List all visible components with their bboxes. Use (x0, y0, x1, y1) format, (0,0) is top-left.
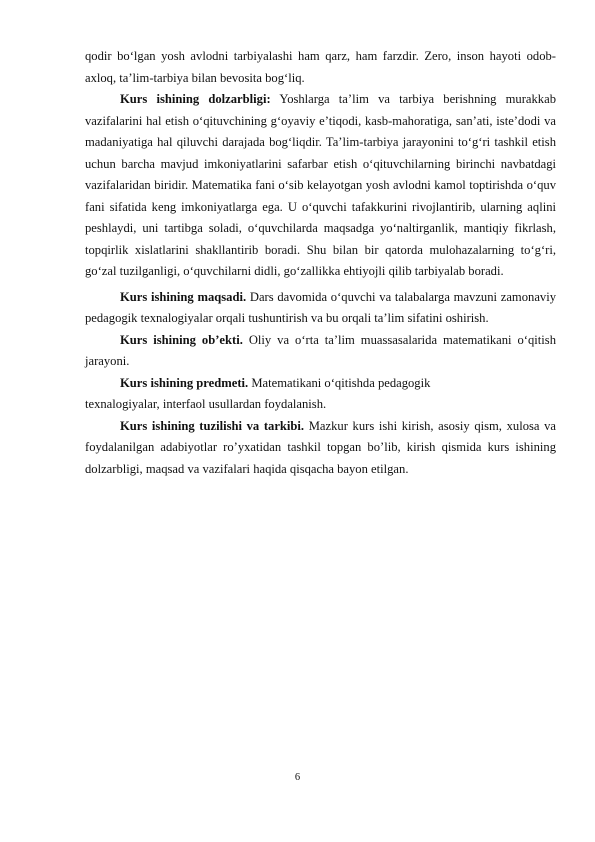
text-subject: Matematikani o‘qitishda pedagogik (248, 375, 431, 390)
text-structure: Mazkur kurs ishi kirish, asosiy qism, xulosa va foydalanilgan adabiyotlar ro’yxatidan tashkil topgan bo’lib, kirish qismida kurs ishining dolzarbligi, maqsad va vazifalari haqida qisqacha bayon etilgan. (85, 418, 557, 476)
paragraph-structure (85, 416, 556, 481)
paragraph-intro: qodir bo‘lgan yosh avlodni tarbiyalashi ham qarz, ham farzdir. Zero, inson hayoti odob-axloq, ta’lim-tarbiya bilan bevosita bog‘liq. (85, 49, 556, 85)
page-number: 6 (294, 772, 301, 783)
heading-object: Kurs ishining ob’ekti. (120, 332, 243, 347)
paragraph-relevance (85, 89, 556, 283)
paragraph-subject-continued: texnalogiyalar, interfaol usullardan foydalanish. (85, 397, 327, 411)
paragraph-goal (85, 287, 556, 330)
text-object: Oliy va o‘rta ta’lim muassasalarida matematikani o‘qitish jarayoni. (85, 332, 556, 368)
document-page (85, 46, 556, 480)
paragraph-object (85, 330, 556, 373)
heading-relevance: Kurs ishining dolzarbligi: (120, 92, 271, 106)
heading-structure: Kurs ishining tuzilishi va tarkibi. (120, 418, 305, 433)
heading-subject: Kurs ishining predmeti. (120, 375, 249, 390)
paragraph-subject (85, 373, 556, 395)
heading-goal: Kurs ishining maqsadi. (120, 289, 247, 304)
text-relevance: Yoshlarga ta’lim va tarbiya berishning murakkab vazifalarini hal etish o‘qituvchining g‘oyaviy e’tiqodi, kasb-mahoratiga, san’ati, iste’dodi va madaniyatiga hal qiluvchi darajada bog‘liqdir. Ta’lim-tarbiya jarayonini to‘g‘ri tashkil etish uchun barcha mavjud imkoniyatlarini safarbar etish o‘qituvchilarning birinchi navbatdagi vazifalaridan biridir. Matematika fani o‘sib kelayotgan yosh avlodni kamol toptirishda o‘quv fani sifatida keng imkoniyatlarga ega. U o‘quvchi tafakkurini rivojlantirib, ularning aqlini peshlaydi, uni tartibga soladi, o‘quvchilarda maqsadga yo‘naltirganlik, mantiqiy fikrlash, topqirlik xislatlarini shakllantirib boradi. Shu bilan bir qatorda mulohazalarning to‘g‘ri, go‘zal tuzilganligi, o‘quvchilarni didli, go‘zallikka ehtiyojli qilib tarbiyalab boradi. (85, 92, 556, 278)
text-goal: Dars davomida o‘quvchi va talabalarga mavzuni zamonaviy pedagogik texnalogiyalar orqali tushuntirish va bu orqali ta’lim sifatini oshirish. (85, 289, 556, 325)
